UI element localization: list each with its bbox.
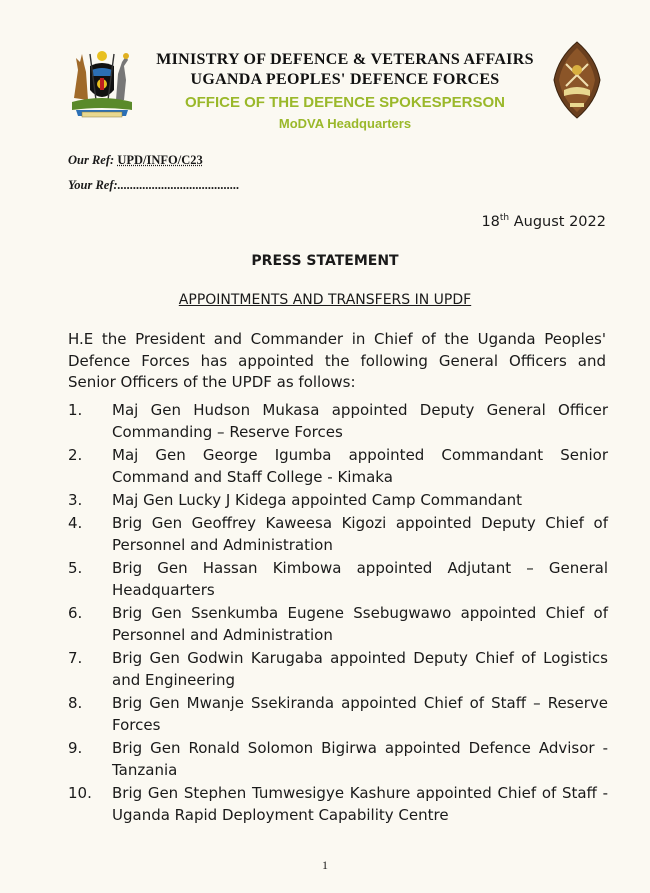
list-item-number: 9. [68, 739, 83, 757]
updf-shield-emblem-icon [550, 40, 604, 120]
list-item [68, 557, 608, 601]
uganda-coat-of-arms-icon [68, 40, 136, 120]
list-item-number: 7. [68, 649, 83, 667]
list-item-number: 5. [68, 559, 83, 577]
document-subheading: APPOINTMENTS AND TRANSFERS IN UPDF [178, 292, 472, 308]
list-item [68, 512, 608, 556]
list-item-number: 10. [68, 784, 92, 802]
list-item-text: Brig Gen Stephen Tumwesigye Kashure appointed Chief of Staff - Uganda Rapid Deployment Capability Centre [112, 784, 608, 824]
appointments-list [68, 399, 608, 827]
list-item-number: 4. [68, 514, 83, 532]
our-reference [68, 148, 240, 173]
statement-date [481, 213, 606, 230]
list-item-number: 6. [68, 604, 83, 622]
list-item-text: Brig Gen Ronald Solomon Bigirwa appointed Defence Advisor - Tanzania [112, 739, 608, 779]
your-ref-value: ....................................... [117, 178, 240, 192]
your-ref-label: Your Ref: [68, 178, 118, 192]
intro-paragraph: H.E the President and Commander in Chief of the Uganda Peoples' Defence Forces has appointed the following General Officers and Senior Officers of the UPDF as follows: [68, 330, 606, 391]
list-item [68, 737, 608, 781]
list-item-text: Maj Gen Lucky J Kidega appointed Camp Commandant [112, 491, 522, 509]
list-item-text: Brig Gen Hassan Kimbowa appointed Adjutant – General Headquarters [112, 559, 608, 599]
list-item-text: Maj Gen George Igumba appointed Commandant Senior Command and Staff College - Kimaka [112, 446, 608, 486]
force-name: UGANDA PEOPLES' DEFENCE FORCES [190, 71, 500, 88]
your-reference [68, 173, 240, 198]
list-item-text: Brig Gen Ssenkumba Eugene Ssebugwawo appointed Chief of Personnel and Administration [112, 604, 608, 644]
list-item-text: Maj Gen Hudson Mukasa appointed Deputy General Officer Commanding – Reserve Forces [112, 401, 608, 441]
page-number: 1 [322, 858, 328, 872]
list-item [68, 489, 608, 511]
list-item [68, 444, 608, 488]
list-item [68, 782, 608, 826]
date-rest: August 2022 [509, 213, 606, 230]
list-item-number: 3. [68, 491, 83, 509]
list-item [68, 647, 608, 691]
list-item [68, 692, 608, 736]
list-item-number: 8. [68, 694, 83, 712]
list-item-text: Brig Gen Mwanje Ssekiranda appointed Chief of Staff – Reserve Forces [112, 694, 608, 734]
office-name: OFFICE OF THE DEFENCE SPOKESPERSON [184, 94, 506, 111]
ministry-name: MINISTRY OF DEFENCE & VETERANS AFFAIRS [156, 51, 534, 68]
headquarters-name: MoDVA Headquarters [278, 116, 412, 131]
list-item-text: Brig Gen Godwin Karugaba appointed Deputy Chief of Logistics and Engineering [112, 649, 608, 689]
date-day: 18 [481, 213, 500, 230]
list-item-number: 1. [68, 401, 83, 419]
our-ref-value: UPD/INFO/C23 [117, 153, 203, 167]
list-item [68, 602, 608, 646]
our-ref-label: Our Ref: [68, 153, 115, 167]
document-heading: PRESS STATEMENT [251, 253, 399, 269]
reference-block [68, 148, 240, 198]
list-item [68, 399, 608, 443]
date-suffix: th [499, 213, 510, 223]
list-item-number: 2. [68, 446, 83, 464]
list-item-text: Brig Gen Geoffrey Kaweesa Kigozi appointed Deputy Chief of Personnel and Administration [112, 514, 608, 554]
letterhead [140, 50, 550, 133]
